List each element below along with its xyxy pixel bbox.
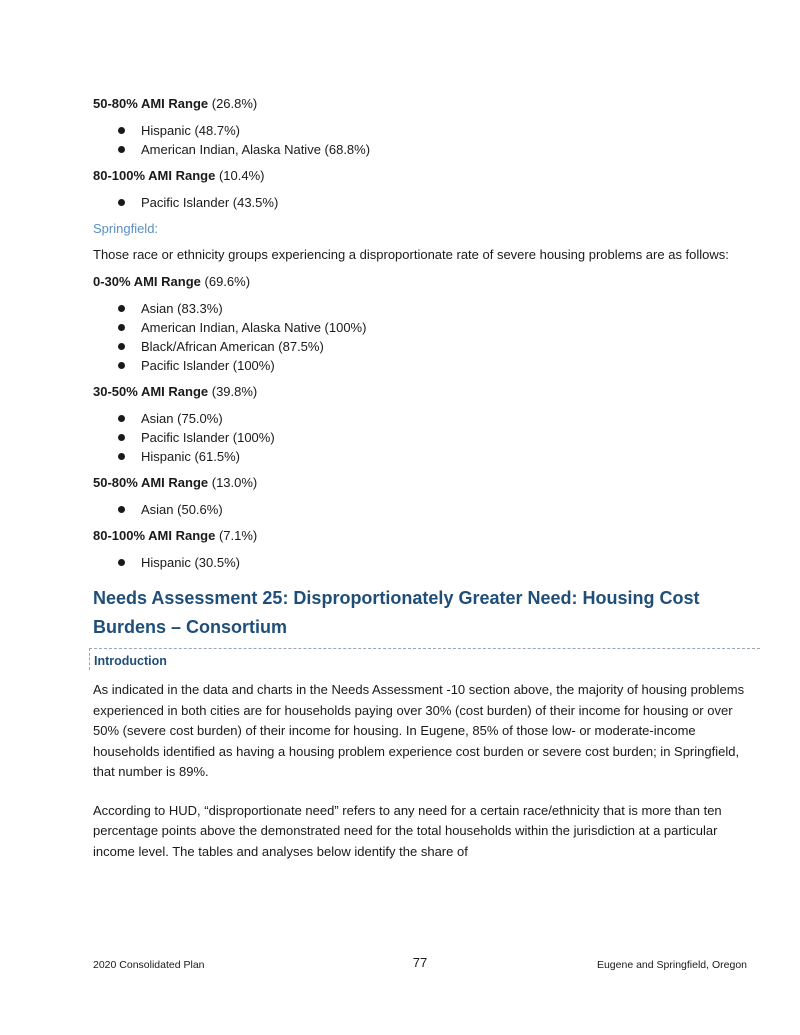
range-label: 50-80% AMI Range [93, 475, 209, 490]
bullet-list [93, 121, 753, 159]
page-content [93, 95, 753, 880]
list-item: Pacific Islander (100%) [93, 356, 753, 375]
list-item: Pacific Islander (43.5%) [93, 193, 753, 212]
range-percent: (7.1%) [218, 528, 258, 543]
footer-jurisdiction: Eugene and Springfield, Oregon [596, 959, 747, 971]
range-percent: (39.8%) [211, 384, 258, 399]
introduction-label: Introduction [89, 648, 760, 670]
range-heading [93, 383, 753, 400]
range-label: 80-100% AMI Range [93, 168, 216, 183]
range-heading [93, 273, 753, 290]
bullet-list [93, 409, 753, 466]
list-item: Hispanic (48.7%) [93, 121, 753, 140]
body-paragraph: According to HUD, “disproportionate need” refers to any need for a certain race/ethnicity that is more than ten percentage points above the demonstrated need for the total households within the jurisdiction at a particular income level. The tables and analyses below identify the share of [93, 802, 722, 859]
range-heading [93, 474, 753, 491]
range-label: 80-100% AMI Range [93, 528, 216, 543]
footer-document-title: 2020 Consolidated Plan [93, 959, 205, 971]
bullet-list [93, 500, 753, 519]
bullet-list [93, 299, 753, 375]
list-item: American Indian, Alaska Native (100%) [93, 318, 753, 337]
section-title: Needs Assessment 25: Disproportionately Greater Need: Housing Cost Burdens – Consortium [93, 588, 700, 637]
list-item: Pacific Islander (100%) [93, 428, 753, 447]
range-label: 50-80% AMI Range [93, 96, 209, 111]
springfield-intro: Those race or ethnicity groups experiencing a disproportionate rate of severe housing problems are as follows: [93, 247, 729, 262]
range-percent: (69.6%) [204, 274, 251, 289]
page-footer [93, 956, 747, 974]
page-number: 77 [412, 955, 428, 970]
range-percent: (10.4%) [218, 168, 265, 183]
list-item: Asian (50.6%) [93, 500, 753, 519]
list-item: American Indian, Alaska Native (68.8%) [93, 140, 753, 159]
range-heading [93, 167, 753, 184]
body-paragraph: As indicated in the data and charts in the Needs Assessment -10 section above, the majority of housing problems experienced in both cities are for households paying over 30% (cost burden) of their income for housing or over 50% (severe cost burden) of their income for housing. In Eugene, 85% of those low- or moderate-income households identified as having a housing problem experience cost burden or severe cost burden; in Springfield, that number is 89%. [93, 682, 745, 779]
list-item: Hispanic (30.5%) [93, 553, 753, 572]
list-item: Hispanic (61.5%) [93, 447, 753, 466]
range-label: 30-50% AMI Range [93, 384, 209, 399]
bullet-list [93, 193, 753, 212]
range-heading [93, 95, 753, 112]
range-percent: (13.0%) [211, 475, 258, 490]
range-label: 0-30% AMI Range [93, 274, 201, 289]
list-item: Black/African American (87.5%) [93, 337, 753, 356]
list-item: Asian (83.3%) [93, 299, 753, 318]
springfield-heading: Springfield: [93, 221, 159, 236]
list-item: Asian (75.0%) [93, 409, 753, 428]
range-percent: (26.8%) [211, 96, 258, 111]
range-heading [93, 527, 753, 544]
bullet-list [93, 553, 753, 572]
